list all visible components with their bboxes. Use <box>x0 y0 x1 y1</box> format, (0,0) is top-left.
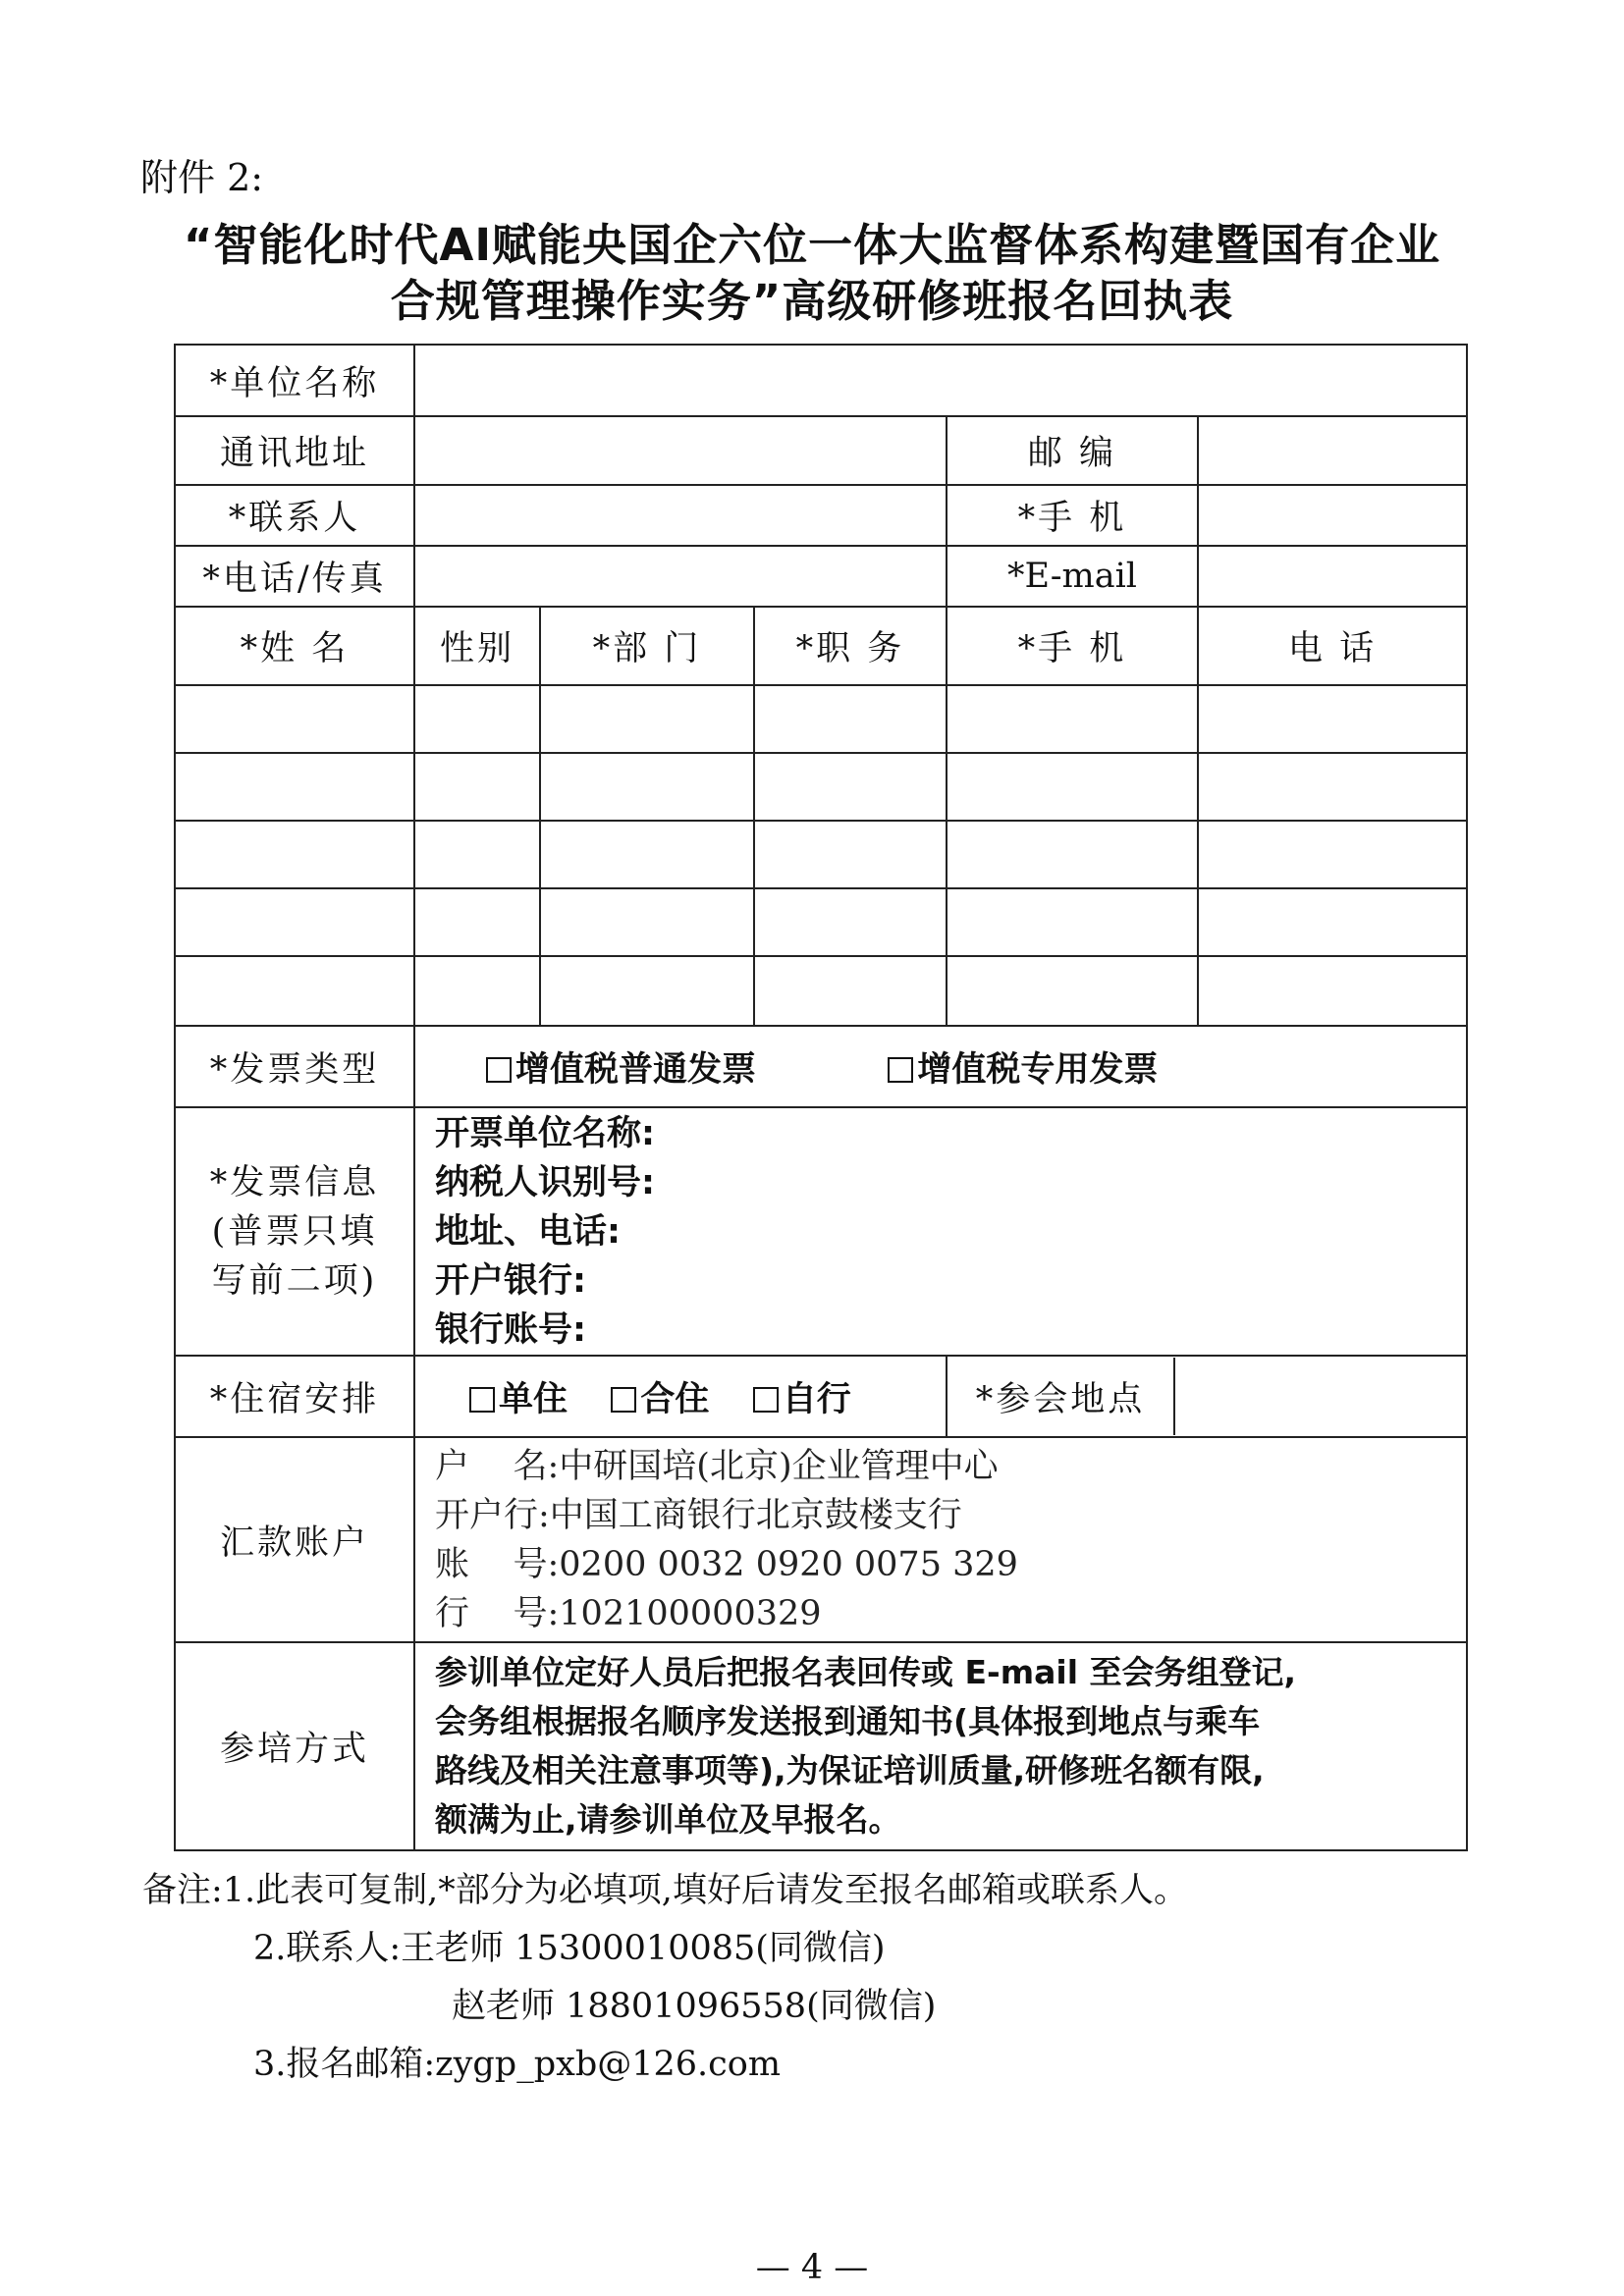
email-field[interactable] <box>1198 546 1467 607</box>
remit-line: 行 号:102100000329 <box>435 1593 822 1633</box>
lodging-self-text: 自行 <box>782 1379 851 1419</box>
invoice-field-label: 开票单位名称: <box>435 1113 655 1153</box>
form-title-line1: “智能化时代AI赋能央国企六位一体大监督体系构建暨国有企业 <box>183 219 1441 271</box>
method-line: 路线及相关注意事项等),为保证培训质量,研修班名额有限, <box>435 1751 1265 1789</box>
invoice-field-label: 纳税人识别号: <box>435 1162 655 1202</box>
attendee-cell[interactable] <box>1198 888 1467 956</box>
attendee-cell[interactable] <box>1198 821 1467 888</box>
method-line: 额满为止,请参训单位及早报名。 <box>435 1800 901 1839</box>
invoice-normal-text: 增值税普通发票 <box>515 1049 757 1090</box>
attendee-cell[interactable] <box>754 821 947 888</box>
invoice-special-option[interactable] <box>888 1050 1158 1090</box>
note-line: 赵老师 18801096558(同微信) <box>452 1987 937 2026</box>
invoice-info-note: (普票只填 <box>211 1211 378 1252</box>
mobile-label: *手 机 <box>947 485 1198 546</box>
remit-line: 开户行:中国工商银行北京鼓楼支行 <box>435 1495 962 1535</box>
attendee-cell[interactable] <box>175 685 414 753</box>
postcode-label: 邮 编 <box>947 416 1198 485</box>
checkbox-icon[interactable] <box>888 1057 913 1083</box>
attendee-cell[interactable] <box>1198 753 1467 821</box>
attendee-cell[interactable] <box>414 956 540 1026</box>
checkbox-icon[interactable] <box>611 1387 636 1413</box>
attendee-cell[interactable] <box>414 685 540 753</box>
col-name: *姓 名 <box>175 607 414 685</box>
attendee-cell[interactable] <box>414 753 540 821</box>
lodging-label: *住宿安排 <box>175 1356 414 1437</box>
remit-label: 汇款账户 <box>175 1437 414 1642</box>
contact-label: *联系人 <box>175 485 414 546</box>
page-number: — 4 — <box>755 2248 869 2287</box>
method-info <box>414 1642 1467 1850</box>
attendee-cell[interactable] <box>175 753 414 821</box>
attendee-cell[interactable] <box>540 821 754 888</box>
col-phone: 电 话 <box>1198 607 1467 685</box>
unit-name-field[interactable] <box>414 345 1467 416</box>
invoice-field-label: 开户银行: <box>435 1260 586 1301</box>
attachment-label: 附件 2: <box>140 156 264 199</box>
venue-label: *参会地点 <box>947 1358 1175 1435</box>
attendee-cell[interactable] <box>175 888 414 956</box>
attendee-row <box>175 685 1467 753</box>
checkbox-icon[interactable] <box>753 1387 779 1413</box>
attendee-cell[interactable] <box>754 956 947 1026</box>
attendee-cell[interactable] <box>175 956 414 1026</box>
address-label: 通讯地址 <box>175 416 414 485</box>
attendee-cell[interactable] <box>754 753 947 821</box>
invoice-info-note: 写前二项) <box>211 1260 378 1301</box>
remit-info <box>414 1437 1467 1642</box>
invoice-field-label: 地址、电话: <box>435 1211 621 1252</box>
note-line: 备注:1.此表可复制,*部分为必填项,填好后请发至报名邮箱或联系人。 <box>142 1871 1188 1910</box>
unit-name-label: *单位名称 <box>175 345 414 416</box>
attendee-row <box>175 753 1467 821</box>
invoice-type-label: *发票类型 <box>175 1026 414 1107</box>
lodging-single-option[interactable] <box>469 1380 568 1419</box>
email-label: *E-mail <box>947 546 1198 607</box>
attendee-cell[interactable] <box>947 888 1198 956</box>
attendee-cell[interactable] <box>947 685 1198 753</box>
attendee-cell[interactable] <box>947 821 1198 888</box>
lodging-single-text: 单住 <box>499 1379 568 1419</box>
col-mobile: *手 机 <box>947 607 1198 685</box>
note-email: 3.报名邮箱:zygp_pxb@126.com <box>253 2045 782 2084</box>
mobile-field[interactable] <box>1198 485 1467 546</box>
attendee-row <box>175 821 1467 888</box>
attendee-cell[interactable] <box>175 821 414 888</box>
attendee-cell[interactable] <box>947 753 1198 821</box>
lodging-shared-option[interactable] <box>611 1380 709 1419</box>
attendee-cell[interactable] <box>414 888 540 956</box>
attendee-cell[interactable] <box>540 685 754 753</box>
attendee-cell[interactable] <box>540 956 754 1026</box>
invoice-field-label: 银行账号: <box>435 1309 586 1350</box>
phone-fax-field[interactable] <box>414 546 947 607</box>
attendee-cell[interactable] <box>1198 956 1467 1026</box>
form-title-line2: 合规管理操作实务”高级研修班报名回执表 <box>390 275 1234 327</box>
attendee-row <box>175 888 1467 956</box>
postcode-field[interactable] <box>1198 416 1467 485</box>
invoice-special-text: 增值税专用发票 <box>917 1049 1159 1090</box>
col-gender: 性别 <box>414 607 540 685</box>
col-position: *职 务 <box>754 607 947 685</box>
attendee-header-row <box>175 607 1467 685</box>
lodging-shared-text: 合住 <box>640 1379 710 1419</box>
registration-form <box>174 344 1468 1851</box>
attendee-cell[interactable] <box>540 753 754 821</box>
attendee-cell[interactable] <box>947 956 1198 1026</box>
address-field[interactable] <box>414 416 947 485</box>
attendee-cell[interactable] <box>414 821 540 888</box>
checkbox-icon[interactable] <box>486 1057 512 1083</box>
method-line: 会务组根据报名顺序发送报到通知书(具体报到地点与乘车 <box>435 1702 1261 1740</box>
contact-field[interactable] <box>414 485 947 546</box>
attendee-cell[interactable] <box>754 685 947 753</box>
invoice-info-fields[interactable] <box>414 1107 1467 1356</box>
checkbox-icon[interactable] <box>469 1387 495 1413</box>
attendee-row <box>175 956 1467 1026</box>
invoice-info-label: *发票信息 <box>209 1162 380 1202</box>
attendee-cell[interactable] <box>754 888 947 956</box>
remit-line: 户 名:中研国培(北京)企业管理中心 <box>435 1446 999 1486</box>
phone-fax-label: *电话/传真 <box>175 546 414 607</box>
attendee-cell[interactable] <box>540 888 754 956</box>
lodging-self-option[interactable] <box>753 1380 851 1419</box>
attendee-cell[interactable] <box>1198 685 1467 753</box>
method-label: 参培方式 <box>175 1642 414 1850</box>
col-department: *部 门 <box>540 607 754 685</box>
invoice-normal-option[interactable] <box>486 1050 756 1090</box>
remit-line: 账 号:0200 0032 0920 0075 329 <box>435 1544 1018 1584</box>
venue-field[interactable] <box>1175 1358 1466 1435</box>
note-line: 2.联系人:王老师 15300010085(同微信) <box>253 1929 886 1968</box>
method-line: 参训单位定好人员后把报名表回传或 E-mail 至会务组登记, <box>435 1653 1297 1691</box>
